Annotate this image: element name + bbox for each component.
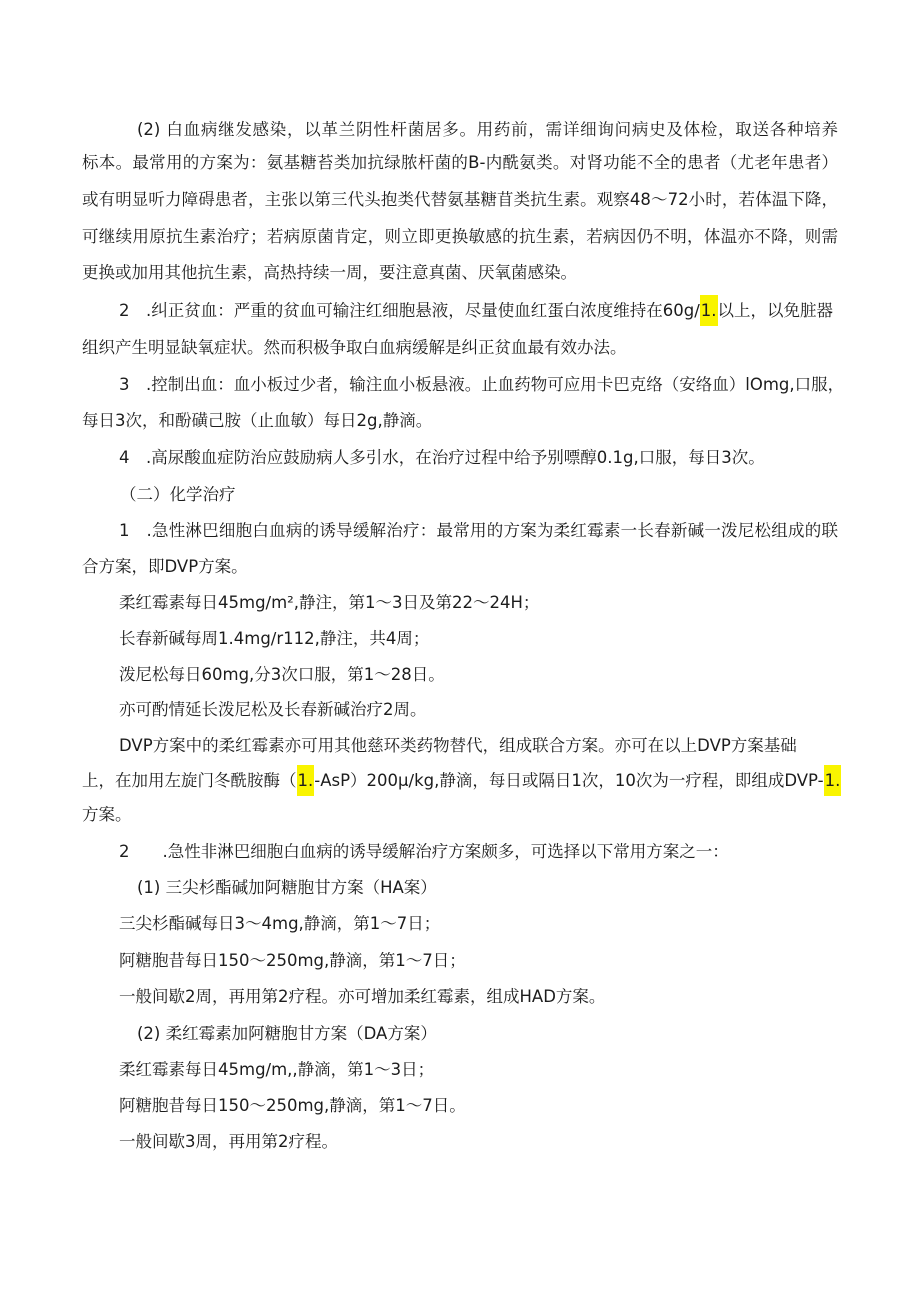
text-line: 组织产生明显缺氧症状。然而积极争取白血病缓解是纠正贫血最有效办法。 bbox=[82, 338, 627, 357]
highlight-mark: 1. bbox=[700, 295, 718, 326]
text-line: 或有明显听力障碍患者，主张以第三代头抱类代替氨基糖苜类抗生素。观察48〜72小时，若体温下降， bbox=[82, 190, 838, 209]
text-line: 方案。 bbox=[82, 805, 132, 824]
text-line: 阿糖胞昔每日150〜250mg,静滴，第1〜7日。 bbox=[119, 1096, 466, 1115]
text-line bbox=[82, 771, 841, 791]
text-line: 泼尼松每日60mg,分3次口服，第1〜28日。 bbox=[119, 665, 445, 684]
section-heading: （二）化学治疗 bbox=[120, 485, 236, 504]
text-line: DVP方案中的柔红霉素亦可用其他慈环类药物替代，组成联合方案。亦可在以上DVP方案基础 bbox=[119, 736, 797, 755]
text-line: 一般间歇3周，再用第2疗程。 bbox=[119, 1132, 338, 1151]
text-line: 阿糖胞昔每日150〜250mg,静滴，第1〜7日； bbox=[119, 951, 466, 970]
text-line: 合方案，即DVP方案。 bbox=[82, 557, 248, 576]
text-line: 亦可酌情延长泼尼松及长春新碱治疗2周。 bbox=[119, 700, 427, 719]
text-line: 柔红霉素每日45mg∕m,,静滴，第1〜3日； bbox=[119, 1060, 435, 1079]
text-segment: 上，在加用左旋门冬酰胺酶（ bbox=[82, 771, 297, 790]
text-segment: 以上，以免脏器 bbox=[717, 301, 834, 320]
text-line: 每日3次，和酚磺己胺（止血敏）每日2g,静滴。 bbox=[82, 411, 433, 430]
text-line: 可继续用原抗生素治疗；若病原菌肯定，则立即更换敏感的抗生素，若病因仍不明，体温亦不降，则需 bbox=[82, 227, 838, 246]
text-line: 4 .高尿酸血症防治应鼓励病人多引水，在治疗过程中给予别嘌醇0.1g,口服，每日3次。 bbox=[119, 448, 765, 467]
text-segment: 2 .纠正贫血：严重的贫血可输注红细胞悬液，尽量使血红蛋白浓度维持在60g∕ bbox=[119, 301, 700, 320]
highlight-mark: 1. bbox=[297, 765, 315, 796]
text-line: 更换或加用其他抗生素，高热持续一周，要注意真菌、厌氧菌感染。 bbox=[82, 263, 577, 282]
text-line: 柔红霉素每日45mg∕m²,静注，第1〜3日及第22〜24H； bbox=[119, 593, 540, 612]
text-line bbox=[119, 301, 832, 321]
text-line: 3 .控制出血：血小板过少者，输注血小板悬液。止血药物可应用卡巴克络（安络血）lOmg,口服， bbox=[119, 375, 845, 394]
text-line: 长春新碱每周1.4mg∕r112,静注，共4周； bbox=[119, 629, 430, 648]
subsection-heading: (2) 柔红霉素加阿糖胞甘方案（DA方案） bbox=[137, 1024, 437, 1043]
text-line: 标本。最常用的方案为：氨基糖苔类加抗绿脓杆菌的B-内酰氨类。对肾功能不全的患者（尤老年患者） bbox=[82, 153, 838, 172]
text-line: 三尖杉酯碱每日3〜4mg,静滴，第1〜7日； bbox=[119, 914, 441, 933]
subsection-heading: (1) 三尖杉酯碱加阿糖胞甘方案（HA案） bbox=[137, 878, 437, 897]
text-line: 2 .急性非淋巴细胞白血病的诱导缓解治疗方案颇多，可选择以下常用方案之一： bbox=[119, 842, 729, 861]
text-segment: -AsP）200μ∕kg,静滴，每日或隔日1次，10次为一疗程，即组成DVP- bbox=[314, 771, 824, 790]
highlight-mark: 1. bbox=[824, 765, 842, 796]
text-line: (2) 白血病继发感染，以革兰阴性杆菌居多。用药前，需详细询问病史及体检，取送各种培养 bbox=[137, 120, 838, 139]
text-line: 一般间歇2周，再用第2疗程。亦可增加柔红霉素，组成HAD方案。 bbox=[119, 987, 606, 1006]
text-line: 1 .急性淋巴细胞白血病的诱导缓解治疗：最常用的方案为柔红霉素一长春新碱一泼尼松组成的联 bbox=[119, 521, 838, 540]
